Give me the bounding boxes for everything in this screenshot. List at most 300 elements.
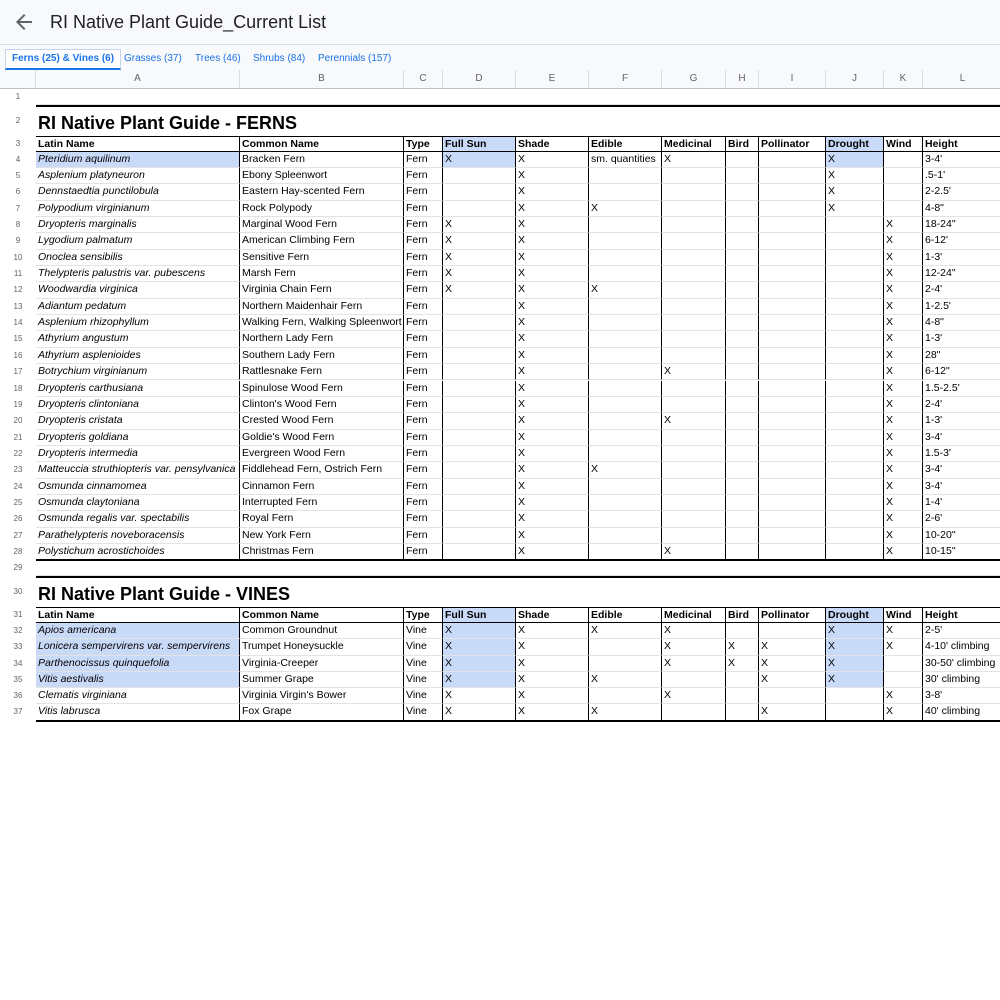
- cell-J[interactable]: [826, 381, 884, 397]
- cell-D[interactable]: [443, 331, 516, 347]
- cell-H[interactable]: [726, 623, 759, 639]
- cell-J[interactable]: [826, 348, 884, 364]
- cell-L[interactable]: 1-4': [923, 495, 1000, 511]
- cell-F[interactable]: [589, 430, 662, 446]
- cell-J[interactable]: [826, 315, 884, 331]
- cell-G[interactable]: [662, 479, 726, 495]
- cell-K[interactable]: [884, 168, 923, 184]
- cell-H[interactable]: [726, 511, 759, 527]
- sheet-tab-2[interactable]: Trees (46): [195, 53, 241, 64]
- cell-A[interactable]: Lonicera sempervirens var. sempervirens: [36, 639, 240, 655]
- cell-J[interactable]: [826, 397, 884, 413]
- cell-G[interactable]: [662, 704, 726, 720]
- cell-L[interactable]: 3-4': [923, 462, 1000, 478]
- cell-A[interactable]: Pteridium aquilinum: [36, 152, 240, 168]
- cell-G[interactable]: X: [662, 688, 726, 704]
- cell-C[interactable]: Fern: [404, 201, 443, 217]
- cell-E[interactable]: X: [516, 315, 589, 331]
- cell-L[interactable]: 2-5': [923, 623, 1000, 639]
- cell-D[interactable]: [443, 381, 516, 397]
- cell-B[interactable]: Marsh Fern: [240, 266, 404, 282]
- column-title-6[interactable]: Medicinal: [662, 136, 726, 152]
- cell-I[interactable]: [759, 381, 826, 397]
- cell-G[interactable]: X: [662, 152, 726, 168]
- row-header-37[interactable]: 37: [13, 707, 23, 717]
- cell-K[interactable]: X: [884, 688, 923, 704]
- row-header-12[interactable]: 12: [13, 285, 23, 295]
- cell-L[interactable]: .5-1': [923, 168, 1000, 184]
- column-title-7[interactable]: Bird: [726, 136, 759, 152]
- cell-F[interactable]: X: [589, 201, 662, 217]
- cell-C[interactable]: Fern: [404, 397, 443, 413]
- column-title-4[interactable]: Shade: [516, 136, 589, 152]
- cell-I[interactable]: [759, 299, 826, 315]
- cell-E[interactable]: X: [516, 495, 589, 511]
- cell-C[interactable]: Fern: [404, 282, 443, 298]
- cell-I[interactable]: [759, 364, 826, 380]
- cell-G[interactable]: [662, 495, 726, 511]
- cell-D[interactable]: X: [443, 233, 516, 249]
- cell-E[interactable]: X: [516, 364, 589, 380]
- cell-C[interactable]: Vine: [404, 688, 443, 704]
- cell-A[interactable]: Dryopteris marginalis: [36, 217, 240, 233]
- cell-J[interactable]: X: [826, 152, 884, 168]
- cell-F[interactable]: [589, 266, 662, 282]
- cell-H[interactable]: [726, 688, 759, 704]
- cell-H[interactable]: [726, 672, 759, 688]
- cell-L[interactable]: 1.5-2.5': [923, 381, 1000, 397]
- cell-B[interactable]: Virginia Virgin's Bower: [240, 688, 404, 704]
- cell-C[interactable]: Fern: [404, 315, 443, 331]
- cell-D[interactable]: X: [443, 266, 516, 282]
- cell-C[interactable]: Fern: [404, 462, 443, 478]
- row-header-8[interactable]: 8: [15, 220, 21, 229]
- cell-L[interactable]: 6-12': [923, 233, 1000, 249]
- cell-F[interactable]: [589, 446, 662, 462]
- cell-K[interactable]: X: [884, 282, 923, 298]
- cell-C[interactable]: Fern: [404, 511, 443, 527]
- cell-H[interactable]: [726, 233, 759, 249]
- cell-H[interactable]: [726, 217, 759, 233]
- cell-E[interactable]: X: [516, 639, 589, 655]
- column-title-0[interactable]: Latin Name: [36, 607, 240, 623]
- cell-I[interactable]: [759, 152, 826, 168]
- cell-E[interactable]: X: [516, 397, 589, 413]
- cell-J[interactable]: [826, 266, 884, 282]
- cell-J[interactable]: [826, 299, 884, 315]
- cell-D[interactable]: X: [443, 282, 516, 298]
- cell-C[interactable]: Fern: [404, 413, 443, 429]
- cell-F[interactable]: [589, 250, 662, 266]
- cell-A[interactable]: Lygodium palmatum: [36, 233, 240, 249]
- row-header-16[interactable]: 16: [13, 350, 23, 360]
- cell-A[interactable]: Dryopteris goldiana: [36, 430, 240, 446]
- cell-J[interactable]: X: [826, 623, 884, 639]
- cell-F[interactable]: [589, 184, 662, 200]
- sheet-tab-1[interactable]: Grasses (37): [124, 53, 182, 64]
- cell-B[interactable]: Clinton's Wood Fern: [240, 397, 404, 413]
- cell-I[interactable]: [759, 315, 826, 331]
- cell-F[interactable]: X: [589, 704, 662, 720]
- cell-K[interactable]: [884, 152, 923, 168]
- cell-H[interactable]: [726, 430, 759, 446]
- cell-I[interactable]: [759, 462, 826, 478]
- cell-H[interactable]: [726, 479, 759, 495]
- cell-C[interactable]: Fern: [404, 528, 443, 544]
- cell-C[interactable]: Vine: [404, 639, 443, 655]
- row-header-7[interactable]: 7: [15, 203, 21, 213]
- column-title-6[interactable]: Medicinal: [662, 607, 726, 623]
- cell-I[interactable]: [759, 168, 826, 184]
- cell-H[interactable]: [726, 299, 759, 315]
- cell-A[interactable]: Polystichum acrostichoides: [36, 544, 240, 560]
- sheet-tab-3[interactable]: Shrubs (84): [253, 53, 306, 64]
- cell-H[interactable]: [726, 397, 759, 413]
- row-header-25[interactable]: 25: [13, 497, 23, 507]
- cell-A[interactable]: Onoclea sensibilis: [36, 250, 240, 266]
- column-title-5[interactable]: Edible: [589, 607, 662, 623]
- cell-I[interactable]: [759, 233, 826, 249]
- vines-section-title[interactable]: RI Native Plant Guide - VINES: [38, 584, 291, 605]
- cell-E[interactable]: X: [516, 688, 589, 704]
- cell-I[interactable]: [759, 495, 826, 511]
- column-header-B[interactable]: B: [240, 70, 404, 88]
- cell-G[interactable]: [662, 315, 726, 331]
- cell-J[interactable]: [826, 217, 884, 233]
- cell-K[interactable]: X: [884, 250, 923, 266]
- cell-A[interactable]: Osmunda claytoniana: [36, 495, 240, 511]
- cell-F[interactable]: [589, 544, 662, 560]
- cell-G[interactable]: X: [662, 639, 726, 655]
- cell-B[interactable]: Walking Fern, Walking Spleenwort: [240, 315, 404, 331]
- cell-L[interactable]: 18-24": [923, 217, 1000, 233]
- row-header-29[interactable]: 29: [13, 563, 23, 573]
- cell-B[interactable]: Northern Maidenhair Fern: [240, 299, 404, 315]
- cell-H[interactable]: [726, 544, 759, 560]
- cell-G[interactable]: [662, 331, 726, 347]
- cell-F[interactable]: X: [589, 672, 662, 688]
- cell-L[interactable]: 1-3': [923, 331, 1000, 347]
- cell-A[interactable]: Dennstaedtia punctilobula: [36, 184, 240, 200]
- cell-J[interactable]: [826, 688, 884, 704]
- cell-B[interactable]: Fox Grape: [240, 704, 404, 720]
- cell-F[interactable]: [589, 656, 662, 672]
- cell-L[interactable]: 1-3': [923, 250, 1000, 266]
- cell-K[interactable]: X: [884, 331, 923, 347]
- cell-J[interactable]: [826, 430, 884, 446]
- column-title-8[interactable]: Pollinator: [759, 136, 826, 152]
- cell-B[interactable]: Common Groundnut: [240, 623, 404, 639]
- column-title-3[interactable]: Full Sun: [443, 136, 516, 152]
- cell-L[interactable]: 3-4': [923, 430, 1000, 446]
- cell-K[interactable]: X: [884, 704, 923, 720]
- cell-B[interactable]: American Climbing Fern: [240, 233, 404, 249]
- cell-D[interactable]: X: [443, 656, 516, 672]
- cell-F[interactable]: [589, 688, 662, 704]
- cell-H[interactable]: X: [726, 639, 759, 655]
- cell-E[interactable]: X: [516, 201, 589, 217]
- row-header-14[interactable]: 14: [13, 318, 23, 328]
- cell-B[interactable]: Rattlesnake Fern: [240, 364, 404, 380]
- cell-J[interactable]: [826, 704, 884, 720]
- column-title-7[interactable]: Bird: [726, 607, 759, 623]
- cell-I[interactable]: [759, 528, 826, 544]
- cell-K[interactable]: X: [884, 639, 923, 655]
- column-title-9[interactable]: Drought: [826, 607, 884, 623]
- cell-G[interactable]: [662, 217, 726, 233]
- cell-J[interactable]: X: [826, 201, 884, 217]
- cell-G[interactable]: [662, 446, 726, 462]
- cell-I[interactable]: [759, 331, 826, 347]
- cell-F[interactable]: [589, 479, 662, 495]
- cell-F[interactable]: [589, 217, 662, 233]
- cell-L[interactable]: 3-4': [923, 152, 1000, 168]
- cell-L[interactable]: 2-4': [923, 282, 1000, 298]
- cell-K[interactable]: X: [884, 233, 923, 249]
- cell-E[interactable]: X: [516, 413, 589, 429]
- cell-D[interactable]: X: [443, 704, 516, 720]
- cell-F[interactable]: sm. quantities: [589, 152, 662, 168]
- cell-C[interactable]: Fern: [404, 331, 443, 347]
- row-header-21[interactable]: 21: [13, 432, 23, 442]
- cell-J[interactable]: [826, 495, 884, 511]
- cell-J[interactable]: X: [826, 656, 884, 672]
- row-header-31[interactable]: 31: [13, 610, 23, 620]
- cell-A[interactable]: Matteuccia struthiopteris var. pensylvanica: [36, 462, 240, 478]
- cell-G[interactable]: [662, 201, 726, 217]
- cell-L[interactable]: 12-24": [923, 266, 1000, 282]
- cell-A[interactable]: Polypodium virginianum: [36, 201, 240, 217]
- cell-E[interactable]: X: [516, 233, 589, 249]
- cell-A[interactable]: Osmunda regalis var. spectabilis: [36, 511, 240, 527]
- cell-G[interactable]: [662, 250, 726, 266]
- column-title-0[interactable]: Latin Name: [36, 136, 240, 152]
- cell-E[interactable]: X: [516, 544, 589, 560]
- cell-D[interactable]: [443, 184, 516, 200]
- cell-L[interactable]: 6-12": [923, 364, 1000, 380]
- cell-F[interactable]: [589, 397, 662, 413]
- column-header-K[interactable]: K: [884, 70, 923, 88]
- row-header-30[interactable]: 30: [13, 587, 23, 597]
- cell-G[interactable]: [662, 430, 726, 446]
- cell-H[interactable]: [726, 266, 759, 282]
- row-header-13[interactable]: 13: [13, 301, 23, 311]
- cell-G[interactable]: [662, 266, 726, 282]
- cell-G[interactable]: [662, 168, 726, 184]
- cell-G[interactable]: [662, 511, 726, 527]
- cell-J[interactable]: [826, 331, 884, 347]
- cell-F[interactable]: [589, 233, 662, 249]
- cell-H[interactable]: [726, 168, 759, 184]
- column-title-5[interactable]: Edible: [589, 136, 662, 152]
- cell-A[interactable]: Vitis aestivalis: [36, 672, 240, 688]
- cell-A[interactable]: Apios americana: [36, 623, 240, 639]
- cell-E[interactable]: X: [516, 704, 589, 720]
- cell-H[interactable]: [726, 184, 759, 200]
- cell-B[interactable]: Cinnamon Fern: [240, 479, 404, 495]
- cell-F[interactable]: [589, 528, 662, 544]
- row-header-33[interactable]: 33: [13, 642, 23, 652]
- cell-K[interactable]: X: [884, 364, 923, 380]
- cell-L[interactable]: 28": [923, 348, 1000, 364]
- cell-B[interactable]: Evergreen Wood Fern: [240, 446, 404, 462]
- cell-A[interactable]: Dryopteris carthusiana: [36, 381, 240, 397]
- cell-C[interactable]: Vine: [404, 656, 443, 672]
- cell-L[interactable]: 1.5-3': [923, 446, 1000, 462]
- cell-L[interactable]: 4-10' climbing: [923, 639, 1000, 655]
- cell-F[interactable]: [589, 381, 662, 397]
- column-title-8[interactable]: Pollinator: [759, 607, 826, 623]
- cell-K[interactable]: X: [884, 446, 923, 462]
- cell-I[interactable]: [759, 282, 826, 298]
- cell-J[interactable]: X: [826, 168, 884, 184]
- cell-B[interactable]: Bracken Fern: [240, 152, 404, 168]
- cell-K[interactable]: [884, 201, 923, 217]
- cell-I[interactable]: X: [759, 639, 826, 655]
- cell-A[interactable]: Asplenium rhizophyllum: [36, 315, 240, 331]
- cell-H[interactable]: X: [726, 656, 759, 672]
- cell-E[interactable]: X: [516, 331, 589, 347]
- cell-E[interactable]: X: [516, 266, 589, 282]
- cell-L[interactable]: 2-2.5': [923, 184, 1000, 200]
- cell-E[interactable]: X: [516, 168, 589, 184]
- cell-K[interactable]: X: [884, 479, 923, 495]
- cell-D[interactable]: [443, 479, 516, 495]
- cell-B[interactable]: Spinulose Wood Fern: [240, 381, 404, 397]
- row-header-32[interactable]: 32: [13, 625, 23, 635]
- row-header-3[interactable]: 3: [15, 139, 21, 148]
- cell-B[interactable]: Virginia-Creeper: [240, 656, 404, 672]
- cell-H[interactable]: [726, 331, 759, 347]
- cell-C[interactable]: Fern: [404, 299, 443, 315]
- cell-L[interactable]: 4-8": [923, 201, 1000, 217]
- row-header-24[interactable]: 24: [13, 481, 23, 491]
- cell-C[interactable]: Fern: [404, 266, 443, 282]
- cell-D[interactable]: [443, 348, 516, 364]
- cell-H[interactable]: [726, 315, 759, 331]
- cell-K[interactable]: X: [884, 299, 923, 315]
- cell-L[interactable]: 40' climbing: [923, 704, 1000, 720]
- cell-I[interactable]: [759, 511, 826, 527]
- cell-E[interactable]: X: [516, 511, 589, 527]
- cell-C[interactable]: Vine: [404, 623, 443, 639]
- column-title-2[interactable]: Type: [404, 607, 443, 623]
- cell-C[interactable]: Fern: [404, 233, 443, 249]
- column-title-3[interactable]: Full Sun: [443, 607, 516, 623]
- cell-A[interactable]: Asplenium platyneuron: [36, 168, 240, 184]
- cell-F[interactable]: X: [589, 623, 662, 639]
- column-header-L[interactable]: L: [923, 70, 1000, 88]
- cell-B[interactable]: Christmas Fern: [240, 544, 404, 560]
- cell-F[interactable]: [589, 364, 662, 380]
- cell-A[interactable]: Adiantum pedatum: [36, 299, 240, 315]
- cell-B[interactable]: Royal Fern: [240, 511, 404, 527]
- column-title-1[interactable]: Common Name: [240, 607, 404, 623]
- cell-I[interactable]: [759, 397, 826, 413]
- row-header-17[interactable]: 17: [13, 367, 23, 377]
- cell-K[interactable]: [884, 656, 923, 672]
- cell-D[interactable]: X: [443, 250, 516, 266]
- cell-I[interactable]: [759, 413, 826, 429]
- cell-D[interactable]: [443, 495, 516, 511]
- select-all-corner[interactable]: [0, 70, 36, 88]
- cell-D[interactable]: [443, 364, 516, 380]
- cell-A[interactable]: Botrychium virginianum: [36, 364, 240, 380]
- cell-H[interactable]: [726, 381, 759, 397]
- cell-E[interactable]: X: [516, 446, 589, 462]
- column-header-F[interactable]: F: [589, 70, 662, 88]
- cell-K[interactable]: X: [884, 413, 923, 429]
- cell-G[interactable]: X: [662, 656, 726, 672]
- cell-J[interactable]: [826, 462, 884, 478]
- cell-H[interactable]: [726, 282, 759, 298]
- cell-B[interactable]: Interrupted Fern: [240, 495, 404, 511]
- cell-C[interactable]: Vine: [404, 704, 443, 720]
- cell-I[interactable]: [759, 184, 826, 200]
- cell-C[interactable]: Fern: [404, 479, 443, 495]
- cell-C[interactable]: Fern: [404, 217, 443, 233]
- cell-E[interactable]: X: [516, 282, 589, 298]
- cell-K[interactable]: X: [884, 348, 923, 364]
- cell-L[interactable]: 2-4': [923, 397, 1000, 413]
- cell-F[interactable]: X: [589, 462, 662, 478]
- sheet-tab-0[interactable]: Ferns (25) & Vines (6): [5, 49, 121, 70]
- cell-D[interactable]: X: [443, 217, 516, 233]
- cell-K[interactable]: X: [884, 430, 923, 446]
- cell-H[interactable]: [726, 201, 759, 217]
- cell-K[interactable]: X: [884, 495, 923, 511]
- column-header-J[interactable]: J: [826, 70, 884, 88]
- cell-I[interactable]: [759, 479, 826, 495]
- cell-K[interactable]: X: [884, 217, 923, 233]
- cell-B[interactable]: Northern Lady Fern: [240, 331, 404, 347]
- cell-I[interactable]: X: [759, 704, 826, 720]
- column-header-C[interactable]: C: [404, 70, 443, 88]
- cell-A[interactable]: Athyrium asplenioides: [36, 348, 240, 364]
- cell-L[interactable]: 3-4': [923, 479, 1000, 495]
- cell-J[interactable]: [826, 364, 884, 380]
- cell-L[interactable]: 1-2.5': [923, 299, 1000, 315]
- cell-L[interactable]: 30-50' climbing: [923, 656, 1000, 672]
- sheet-tab-4[interactable]: Perennials (157): [318, 53, 392, 64]
- cell-B[interactable]: Summer Grape: [240, 672, 404, 688]
- cell-H[interactable]: [726, 413, 759, 429]
- cell-I[interactable]: [759, 446, 826, 462]
- cell-D[interactable]: [443, 528, 516, 544]
- cell-G[interactable]: X: [662, 413, 726, 429]
- cell-L[interactable]: 10-20": [923, 528, 1000, 544]
- cell-B[interactable]: Virginia Chain Fern: [240, 282, 404, 298]
- row-header-20[interactable]: 20: [13, 416, 23, 426]
- cell-J[interactable]: X: [826, 639, 884, 655]
- cell-K[interactable]: X: [884, 462, 923, 478]
- cell-J[interactable]: [826, 528, 884, 544]
- cell-K[interactable]: X: [884, 544, 923, 560]
- cell-J[interactable]: [826, 413, 884, 429]
- cell-E[interactable]: X: [516, 528, 589, 544]
- row-header-23[interactable]: 23: [13, 465, 23, 475]
- column-header-H[interactable]: H: [726, 70, 759, 88]
- cell-J[interactable]: [826, 446, 884, 462]
- cell-C[interactable]: Fern: [404, 544, 443, 560]
- cell-C[interactable]: Vine: [404, 672, 443, 688]
- cell-I[interactable]: X: [759, 656, 826, 672]
- column-title-1[interactable]: Common Name: [240, 136, 404, 152]
- cell-F[interactable]: [589, 331, 662, 347]
- cell-I[interactable]: [759, 250, 826, 266]
- row-header-10[interactable]: 10: [13, 252, 23, 262]
- cell-A[interactable]: Athyrium angustum: [36, 331, 240, 347]
